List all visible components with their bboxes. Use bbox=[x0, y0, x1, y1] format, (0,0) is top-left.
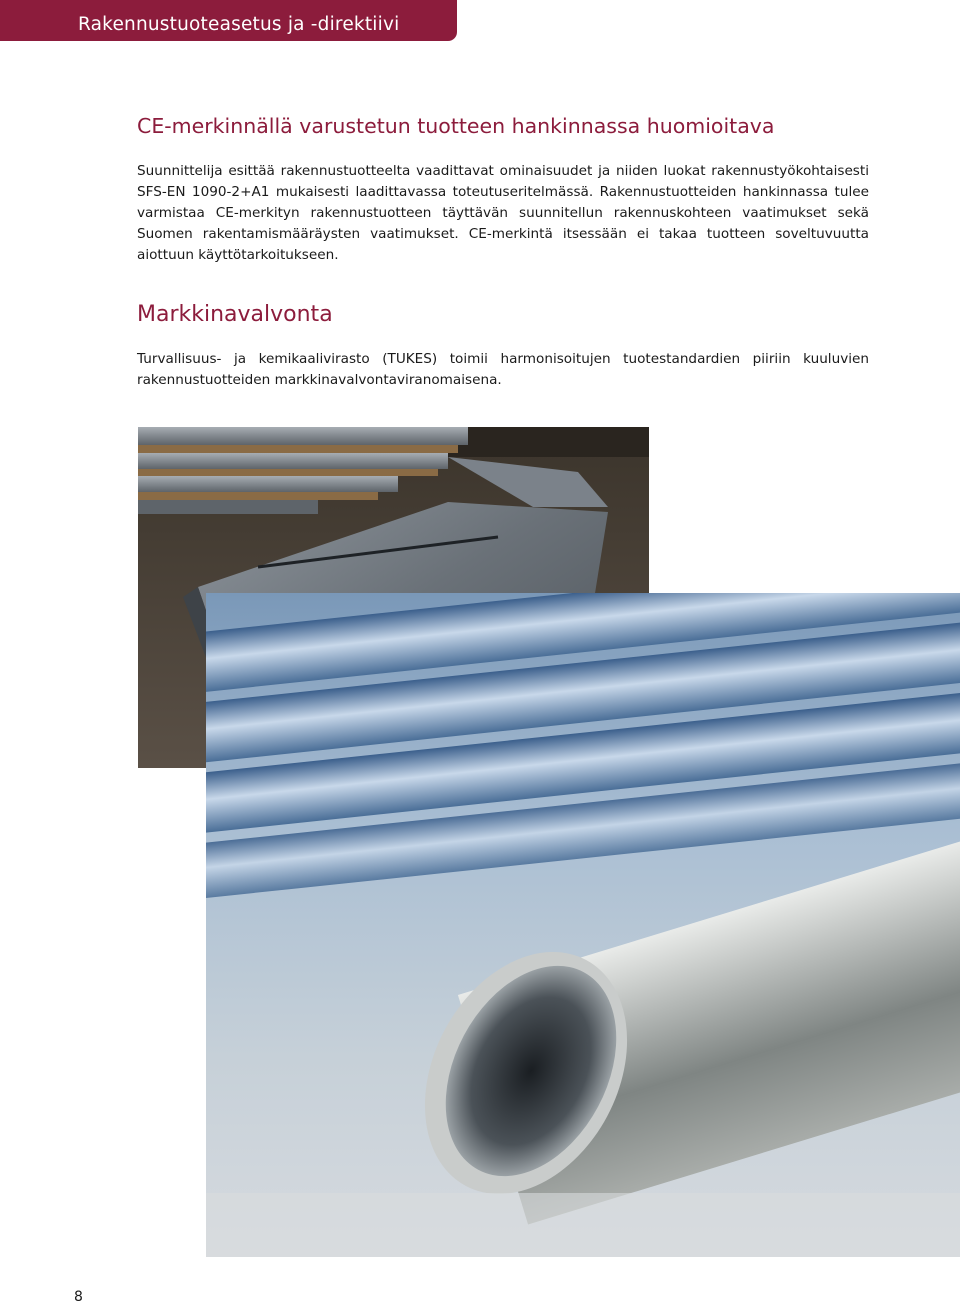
section-heading-ce-marking: CE-merkinnällä varustetun tuotteen hankinnassa huomioitava bbox=[137, 114, 775, 138]
page-number: 8 bbox=[74, 1289, 83, 1305]
paragraph-ce-marking: Suunnittelija esittää rakennustuotteelta vaadittavat ominaisuudet ja niiden luokat rakennustyökohtaisesti SFS-EN 1090-2+A1 mukaisesti laadittavassa toteutuseritelmässä. Rakennustuotteiden hankinnassa tulee varmistaa CE-merkityn rakennustuotteen täyttävän suunnitellun rakennuskohteen vaatimukset sekä Suomen rakentamismääräysten vaatimukset. CE-merkintä itsessään ei takaa tuotteen soveltuvuutta aiottuun käyttötarkoitukseen. bbox=[137, 163, 869, 263]
paragraph-market-surveillance: Turvallisuus- ja kemikaalivirasto (TUKES) toimii harmonisoitujen tuotestandardien piiriin kuuluvien rakennustuotteiden markkinavalvontaviranomaisena. bbox=[137, 351, 869, 388]
section-heading-market-surveillance: Markkinavalvonta bbox=[137, 302, 333, 327]
header-title: Rakennustuoteasetus ja -direktiivi bbox=[78, 14, 400, 35]
steel-pipe-photo bbox=[206, 593, 960, 1257]
header-tab bbox=[0, 0, 457, 41]
